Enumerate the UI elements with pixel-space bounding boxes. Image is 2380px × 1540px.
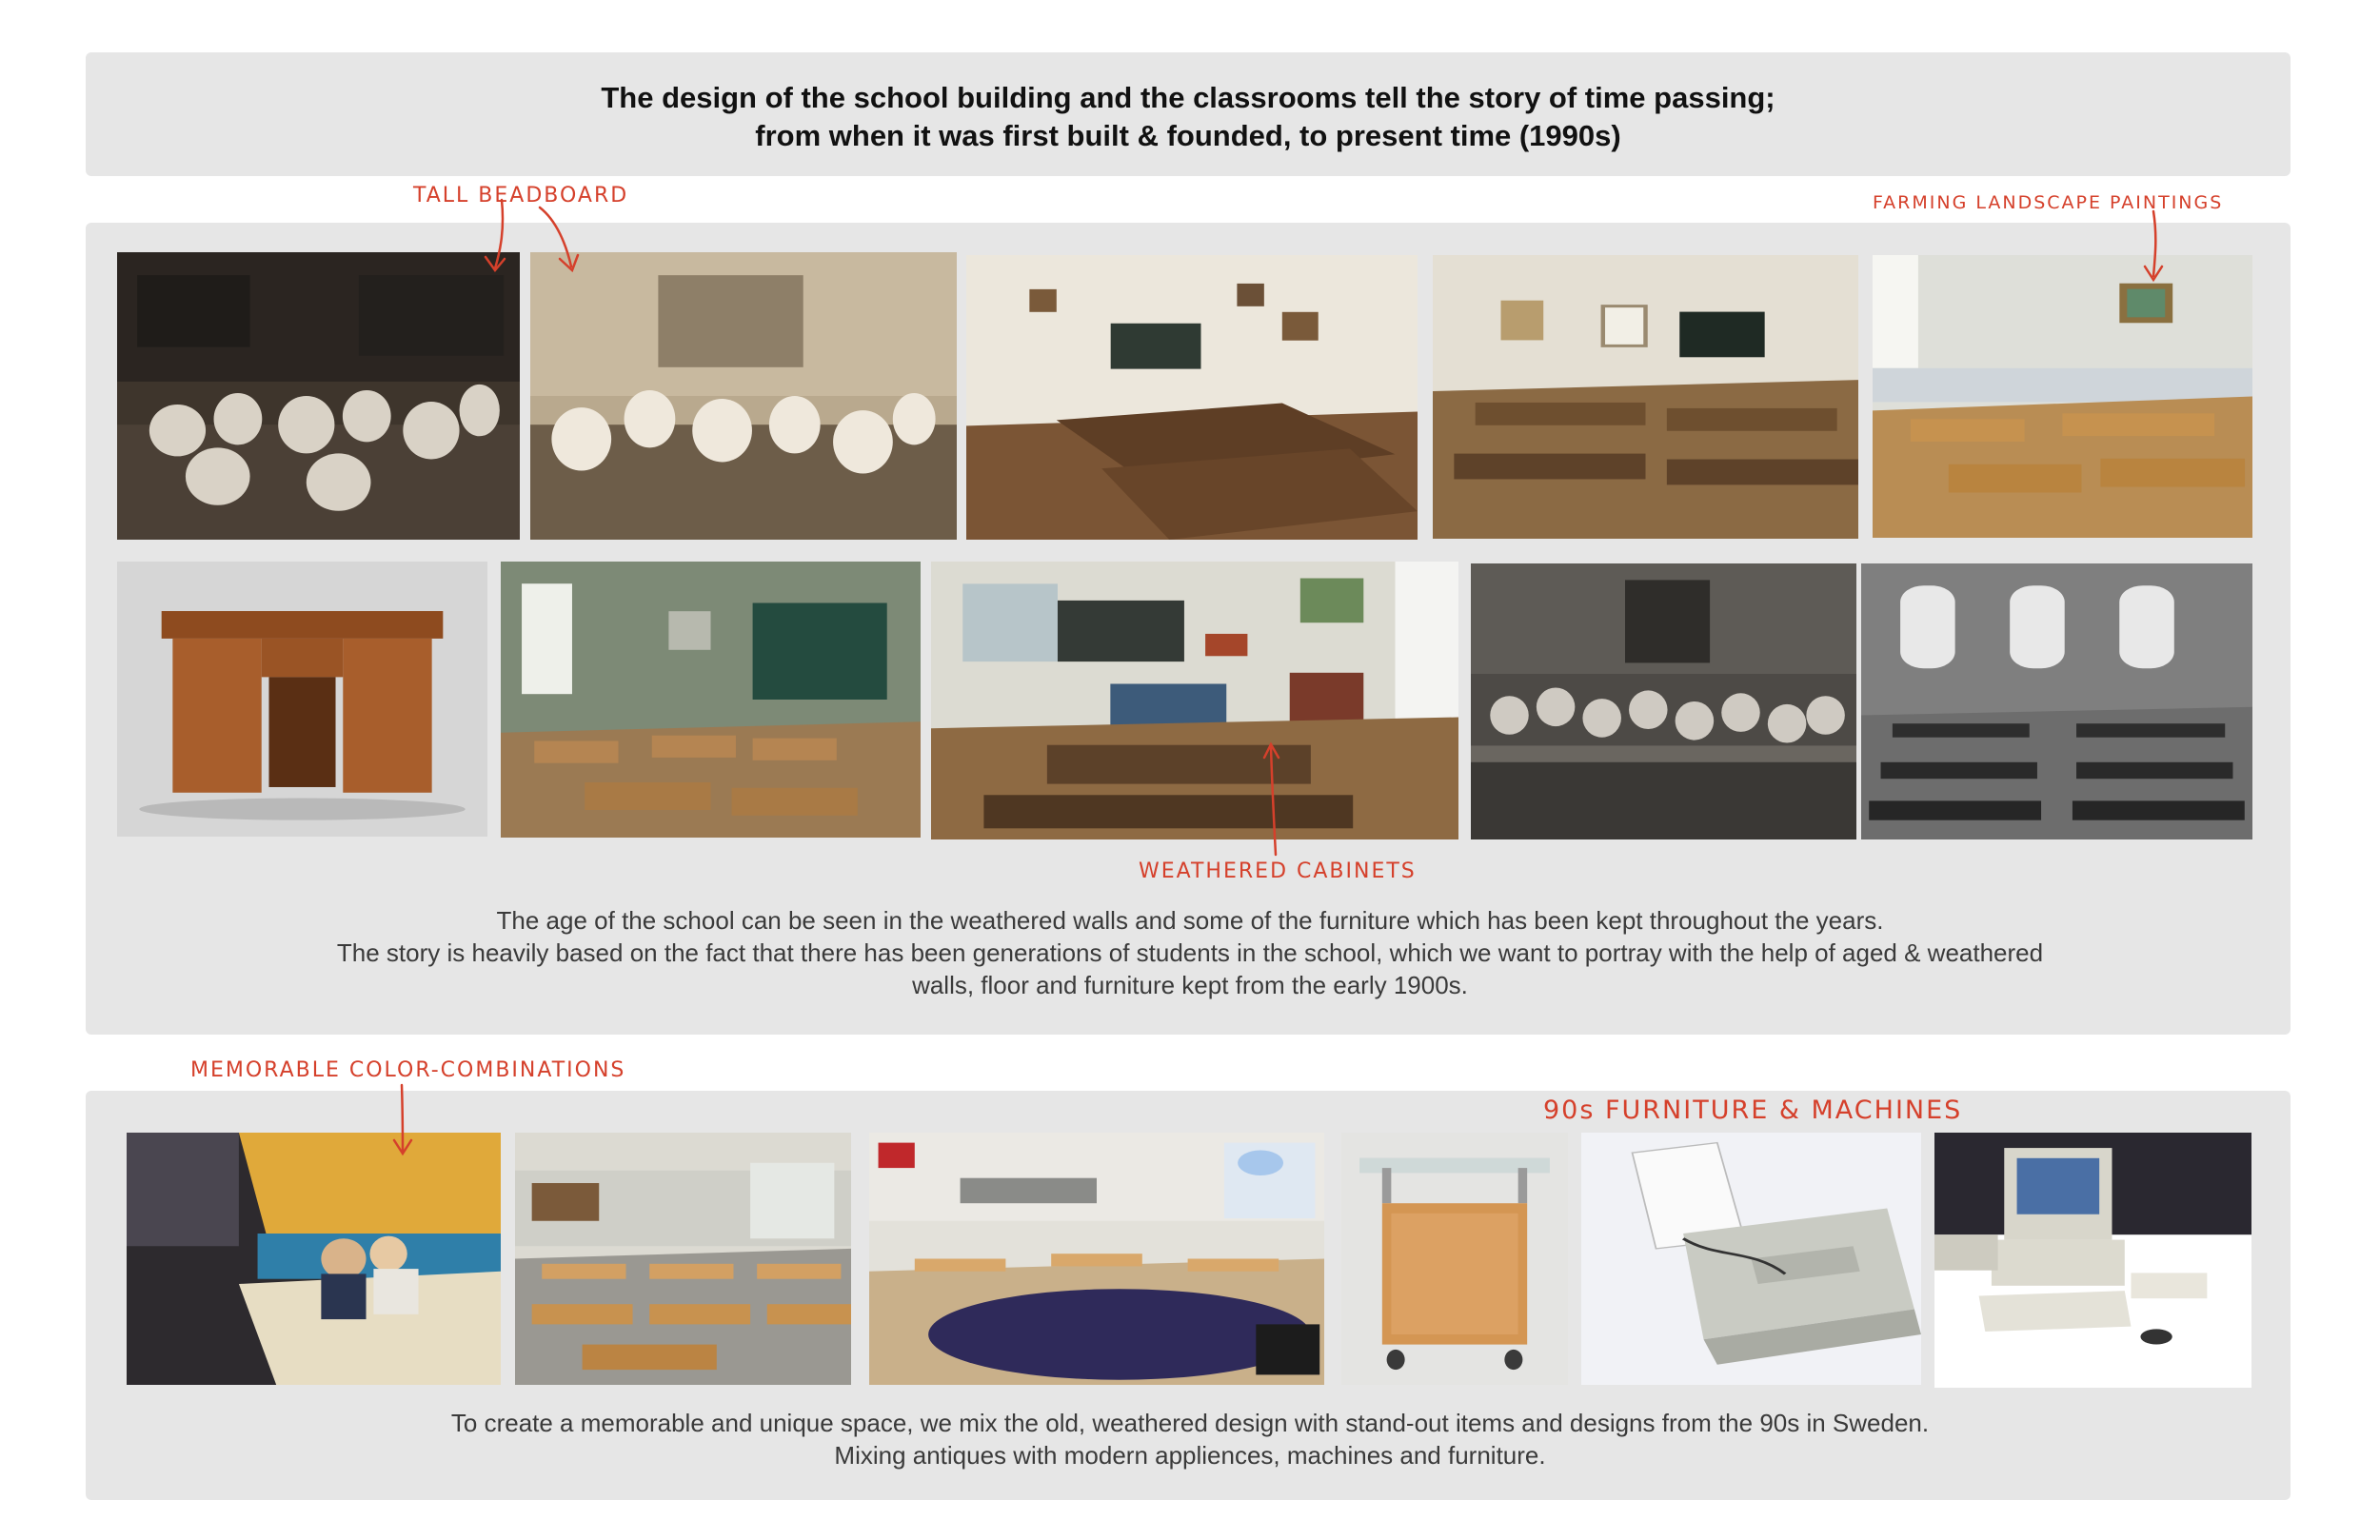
photo-museum-classroom-desks [1433,255,1858,539]
note-90s-furniture-machines: 90s FURNITURE & MACHINES [1543,1096,1963,1125]
photo-old-classroom-arched-windows [1861,563,2252,839]
photo-90s-classroom-blue-rug [869,1133,1324,1385]
photo-green-wall-classroom [501,562,921,838]
title-line-1: The design of the school building and the classrooms tell the story of time passing; [601,81,1775,114]
nineties-caption-line-2: Mixing antiques with modern appliences, machines and furniture. [834,1441,1546,1470]
photo-old-classroom-students [1471,563,1856,839]
photo-old-classroom-girls-2 [530,252,957,540]
photo-antique-teacher-desk [117,562,487,837]
photo-90s-computer [1934,1133,2251,1388]
page-title [86,79,2291,155]
photo-museum-classroom-chalkboard [966,255,1418,540]
photo-90s-printer [1581,1133,1921,1385]
nineties-caption-line-1: To create a memorable and unique space, we mix the old, weathered design with stand-out items and designs from the 90s in Sweden. [450,1409,1930,1437]
old-section-caption [0,904,2380,1001]
note-weathered-cabinets: WEATHERED CABINETS [1139,859,1417,883]
old-caption-line-2: The story is heavily based on the fact that there has been generations of students in the school, which we want to portray with the help of aged & weathered [336,938,2044,967]
note-farming-landscape-paintings: FARMING LANDSCAPE PAINTINGS [1873,192,2224,213]
nineties-section-caption [0,1407,2380,1471]
photo-classroom-landscape-painting [1873,255,2252,538]
old-caption-line-3: walls, floor and furniture kept from the early 1900s. [912,971,1468,999]
old-caption-line-1: The age of the school can be seen in the weathered walls and some of the furniture which has been kept throughout the years. [496,906,1884,935]
photo-old-classroom-girls-1 [117,252,520,540]
note-tall-beadboard: TALL BEADBOARD [413,184,629,207]
photo-90s-classroom-rows [515,1133,851,1385]
photo-classroom-weathered-cabinets [931,562,1458,839]
title-line-2: from when it was first built & founded, to present time (1990s) [755,119,1621,152]
photo-90s-cabinet-on-wheels [1341,1133,1568,1385]
note-memorable-color-combinations: MEMORABLE COLOR-COMBINATIONS [190,1058,626,1082]
header-panel [86,52,2291,176]
photo-students-yellow-blue-wall [127,1133,501,1385]
